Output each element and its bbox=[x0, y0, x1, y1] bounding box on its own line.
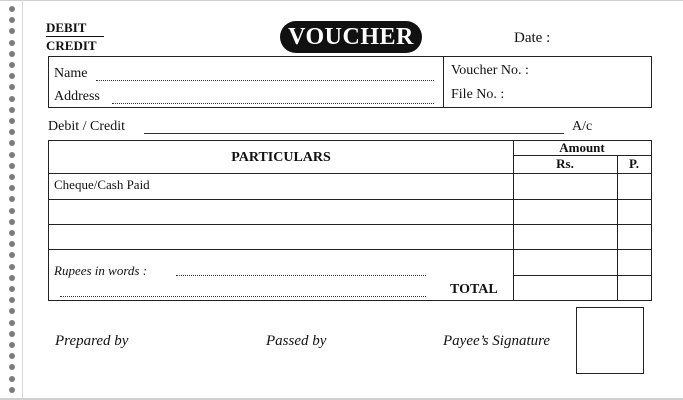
binding-margin-line bbox=[22, 0, 23, 400]
name-label: Name bbox=[54, 66, 88, 81]
spiral-binding-holes bbox=[9, 6, 17, 398]
party-details-box bbox=[48, 56, 652, 108]
name-field-line[interactable] bbox=[96, 80, 434, 81]
binding-hole bbox=[9, 185, 15, 191]
binding-hole bbox=[9, 118, 15, 124]
rupees-in-words-line-1[interactable] bbox=[176, 275, 426, 276]
binding-hole bbox=[9, 230, 15, 236]
binding-hole bbox=[9, 174, 15, 180]
binding-hole bbox=[9, 129, 15, 135]
address-field-line[interactable] bbox=[112, 103, 434, 104]
row-rule-3 bbox=[49, 249, 651, 250]
header-row-rule bbox=[49, 173, 651, 174]
binding-hole bbox=[9, 28, 15, 34]
binding-hole bbox=[9, 62, 15, 68]
p-header: P. bbox=[629, 156, 639, 171]
voucher-title: VOUCHER bbox=[280, 21, 422, 53]
passed-by-label: Passed by bbox=[266, 333, 327, 349]
paise-column-divider bbox=[617, 156, 618, 300]
binding-hole bbox=[9, 275, 15, 281]
binding-hole bbox=[9, 96, 15, 102]
particulars-header: PARTICULARS bbox=[231, 150, 331, 165]
binding-hole bbox=[9, 107, 15, 113]
binding-hole bbox=[9, 84, 15, 90]
binding-hole bbox=[9, 376, 15, 382]
revenue-stamp-box[interactable] bbox=[576, 307, 644, 374]
binding-hole bbox=[9, 264, 15, 270]
rupees-in-words-line-2[interactable] bbox=[60, 296, 426, 297]
address-label: Address bbox=[54, 89, 100, 104]
binding-hole bbox=[9, 342, 15, 348]
total-label: TOTAL bbox=[450, 282, 498, 297]
debit-label: DEBIT bbox=[46, 20, 87, 35]
binding-hole bbox=[9, 387, 15, 393]
binding-hole bbox=[9, 364, 15, 370]
account-field-line[interactable] bbox=[144, 133, 564, 134]
party-details-divider bbox=[443, 56, 444, 108]
debit-credit-divider bbox=[46, 36, 104, 37]
binding-hole bbox=[9, 73, 15, 79]
binding-hole bbox=[9, 320, 15, 326]
binding-hole bbox=[9, 208, 15, 214]
binding-hole bbox=[9, 196, 15, 202]
rs-header: Rs. bbox=[556, 156, 574, 171]
binding-hole bbox=[9, 252, 15, 258]
binding-hole bbox=[9, 17, 15, 23]
binding-hole bbox=[9, 297, 15, 303]
prepared-by-label: Prepared by bbox=[55, 333, 129, 349]
binding-hole bbox=[9, 219, 15, 225]
rupees-in-words-label: Rupees in words : bbox=[54, 263, 148, 278]
binding-hole bbox=[9, 308, 15, 314]
binding-hole bbox=[9, 331, 15, 337]
amount-header: Amount bbox=[559, 140, 605, 155]
binding-hole bbox=[9, 140, 15, 146]
total-row-rule bbox=[513, 275, 651, 276]
cheque-cash-paid-label: Cheque/Cash Paid bbox=[54, 177, 150, 192]
debit-credit-account-label: Debit / Credit bbox=[48, 119, 125, 134]
ac-label: A/c bbox=[572, 119, 593, 134]
row-rule-2 bbox=[49, 224, 651, 225]
binding-hole bbox=[9, 353, 15, 359]
payee-signature-label: Payee’s Signature bbox=[443, 333, 551, 349]
binding-hole bbox=[9, 152, 15, 158]
binding-hole bbox=[9, 40, 15, 46]
file-no-label: File No. : bbox=[451, 87, 505, 102]
binding-hole bbox=[9, 286, 15, 292]
credit-label: CREDIT bbox=[46, 38, 97, 53]
binding-hole bbox=[9, 241, 15, 247]
debit-credit-header bbox=[46, 20, 104, 53]
voucher-no-label: Voucher No. : bbox=[451, 63, 529, 78]
binding-hole bbox=[9, 6, 15, 12]
sheet-top-edge bbox=[0, 0, 683, 1]
row-rule-1 bbox=[49, 199, 651, 200]
binding-hole bbox=[9, 163, 15, 169]
binding-hole bbox=[9, 51, 15, 57]
date-label: Date : bbox=[514, 30, 551, 46]
